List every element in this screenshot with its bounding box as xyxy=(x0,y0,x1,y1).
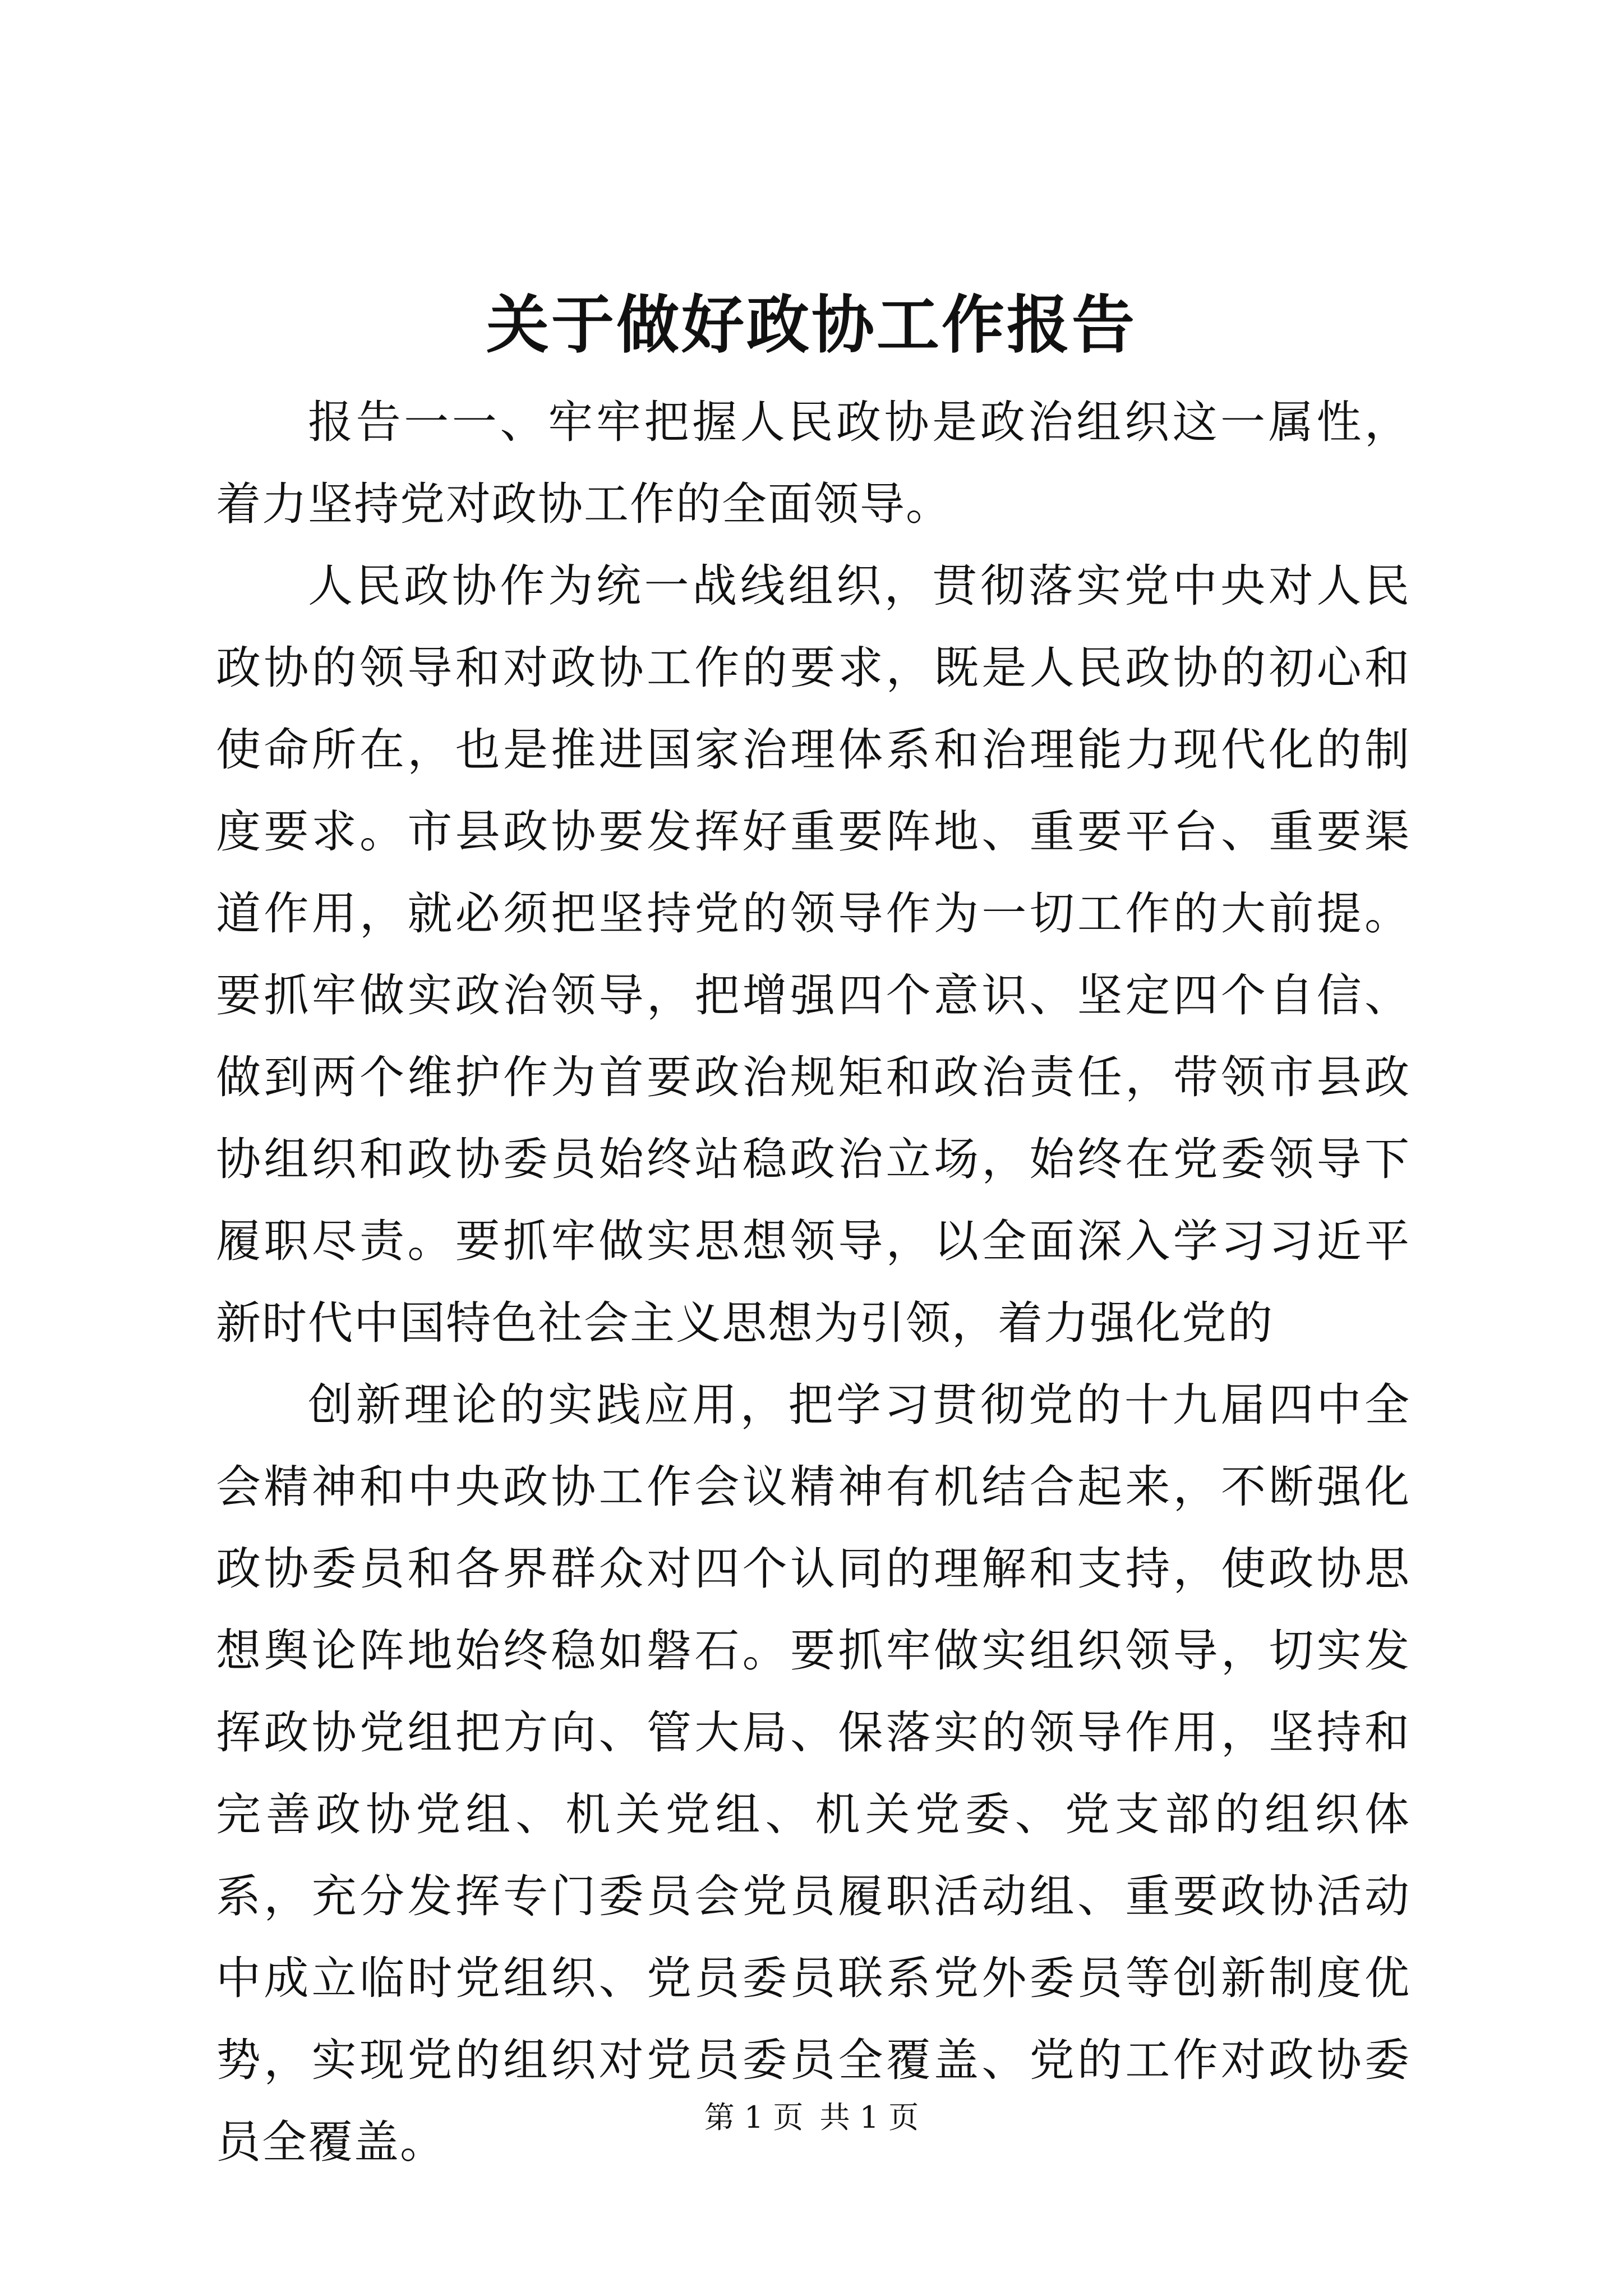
paragraph: 创新理论的实践应用，把学习贯彻党的十九届四中全会精神和中央政协工作会议精神有机结合起来，不断强化政协委员和各界群众对四个认同的理解和支持，使政协思想舆论阵地始终稳如磐石。要抓牢做实组织领导，切实发挥政协党组把方向、管大局、保落实的领导作用，坚持和完善政协党组、机关党组、机关党委、党支部的组织体系，充分发挥专门委员会党员履职活动组、重要政协活动中成立临时党组织、党员委员联系党外委员等创新制度优势，实现党的组织对党员委员全覆盖、党的工作对政协委员全覆盖。 xyxy=(216,1379,1410,2168)
paragraph: 报告一一、牢牢把握人民政协是政治组织这一属性，着力坚持党对政协工作的全面领导。 xyxy=(216,396,1410,530)
document-title: 关于做好政协工作报告 xyxy=(486,288,1137,362)
document-body xyxy=(216,381,1410,2183)
paragraph: 人民政协作为统一战线组织，贯彻落实党中央对人民政协的领导和对政协工作的要求，既是人民政协的初心和使命所在，也是推进国家治理体系和治理能力现代化的制度要求。市县政协要发挥好重要阵地、重要平台、重要渠道作用，就必须把坚持党的领导作为一切工作的大前提。要抓牢做实政治领导，把增强四个意识、坚定四个自信、做到两个维护作为首要政治规矩和政治责任，带领市县政协组织和政协委员始终站稳政治立场，始终在党委领导下履职尽责。要抓牢做实思想领导，以全面深入学习习近平新时代中国特色社会主义思想为引领，着力强化党的 xyxy=(216,560,1410,1349)
page-total: 共 1 页 xyxy=(819,2100,919,2135)
page-footer xyxy=(0,2095,1623,2140)
page-number: 第 1 页 xyxy=(704,2100,804,2135)
